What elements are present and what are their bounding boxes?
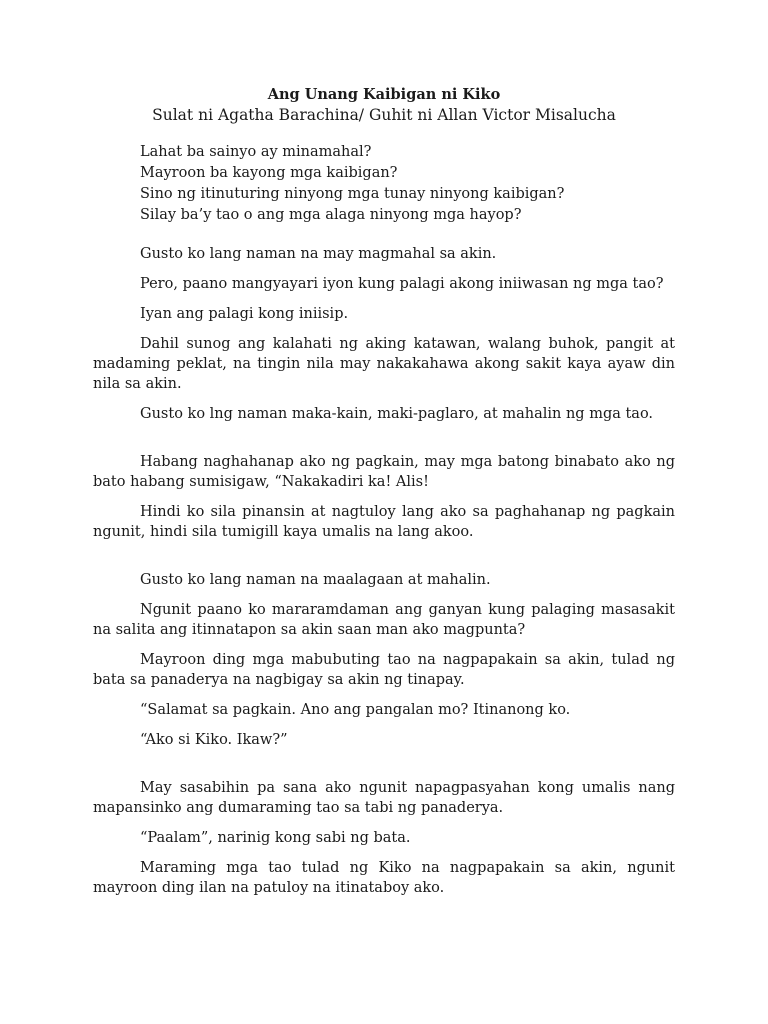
verse-line: Mayroon ba kayong mga kaibigan? xyxy=(140,165,398,181)
paragraph: Hindi ko sila pinansin at nagtuloy lang ako sa paghahanap ng pagkain ngunit, hindi sila tumigill kaya umalis na lang akoo. xyxy=(93,504,675,540)
paragraph: Gusto ko lang naman na may magmahal sa akin. xyxy=(140,246,497,262)
paragraph: Gusto ko lang naman na maalagaan at mahalin. xyxy=(140,572,491,588)
document-subtitle: Sulat ni Agatha Barachina/ Guhit ni Allan Victor Misalucha xyxy=(152,106,616,124)
document-title: Ang Unang Kaibigan ni Kiko xyxy=(267,86,501,103)
paragraph: Maraming mga tao tulad ng Kiko na nagpapakain sa akin, ngunit mayroon ding ilan na patuloy na itinataboy ako. xyxy=(93,860,675,896)
document-page xyxy=(93,0,675,1024)
paragraph: Gusto ko lng naman maka-kain, maki-paglaro, at mahalin ng mga tao. xyxy=(140,406,654,422)
story-body xyxy=(93,244,675,908)
verse-line: Silay ba’y tao o ang mga alaga ninyong mga hayop? xyxy=(140,207,522,223)
verse-line: Sino ng itinuturing ninyong mga tunay ninyong kaibigan? xyxy=(140,186,565,202)
paragraph: “Salamat sa pagkain. Ano ang pangalan mo? Itinanong ko. xyxy=(140,702,571,718)
paragraph: Habang naghahanap ako ng pagkain, may mga batong binabato ako ng bato habang sumisigaw, “Nakakadiri ka! Alis! xyxy=(93,454,675,490)
paragraph: “Paalam”, narinig kong sabi ng bata. xyxy=(140,830,411,846)
paragraph: Ngunit paano ko mararamdaman ang ganyan kung palaging masasakit na salita ang itinnatapon sa akin saan man ako magpunta? xyxy=(93,602,675,638)
paragraph: Iyan ang palagi kong iniisip. xyxy=(140,306,349,322)
paragraph: “Ako si Kiko. Ikaw?” xyxy=(140,732,288,748)
opening-verse xyxy=(140,142,680,226)
paragraph: Pero, paano mangyayari iyon kung palagi akong iniiwasan ng mga tao? xyxy=(140,276,664,292)
paragraph: May sasabihin pa sana ako ngunit napagpasyahan kong umalis nang mapansinko ang dumaraming tao sa tabi ng panaderya. xyxy=(93,780,675,816)
paragraph: Dahil sunog ang kalahati ng aking katawan, walang buhok, pangit at madaming peklat, na tingin nila may nakakahawa akong sakit kaya ayaw din nila sa akin. xyxy=(93,336,675,392)
paragraph: Mayroon ding mga mabubuting tao na nagpapakain sa akin, tulad ng bata sa panaderya na nagbigay sa akin ng tinapay. xyxy=(93,652,675,688)
verse-line: Lahat ba sainyo ay minamahal? xyxy=(140,144,372,160)
